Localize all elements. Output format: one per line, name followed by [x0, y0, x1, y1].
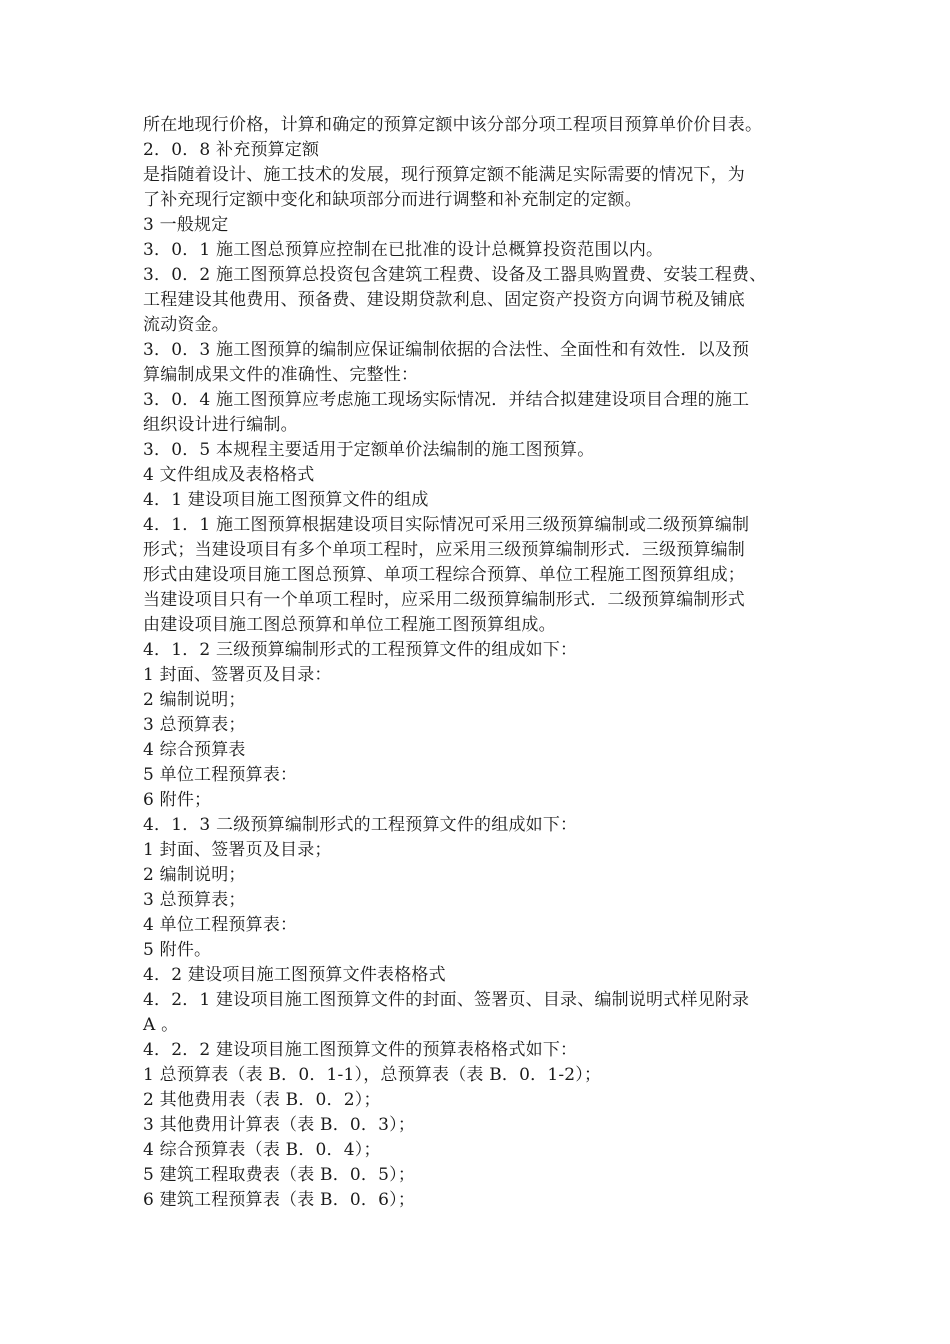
- text-line: 流动资金。: [143, 315, 229, 335]
- text-line: 3 一般规定: [143, 215, 229, 235]
- text-line: 2．0．8 补充预算定额: [143, 140, 320, 160]
- text-line: 当建设项目只有一个单项工程时，应采用二级预算编制形式．二级预算编制形式: [143, 590, 745, 610]
- text-line: 形式；当建设项目有多个单项工程时，应采用三级预算编制形式．三级预算编制: [143, 540, 745, 560]
- text-line: 3 其他费用计算表（表 B．0．3）；: [143, 1115, 416, 1135]
- text-line: 了补充现行定额中变化和缺项部分而进行调整和补充制定的定额。: [143, 190, 642, 210]
- text-line: 2 编制说明；: [143, 865, 246, 885]
- text-line: 6 建筑工程预算表（表 B．0．6）；: [143, 1190, 416, 1210]
- text-line: 4 综合预算表: [143, 740, 246, 760]
- text-line: 所在地现行价格，计算和确定的预算定额中该分部分项工程项目预算单价价目表。: [143, 115, 763, 135]
- text-line: 4．1．3 二级预算编制形式的工程预算文件的组成如下：: [143, 815, 578, 835]
- text-line: 4．2．2 建设项目施工图预算文件的预算表格格式如下：: [143, 1040, 578, 1060]
- text-line: 算编制成果文件的准确性、完整性：: [143, 365, 419, 385]
- text-line: 3 总预算表；: [143, 715, 246, 735]
- text-line: 3．0．5 本规程主要适用于定额单价法编制的施工图预算。: [143, 440, 595, 460]
- text-line: 4 综合预算表（表 B．0．4）；: [143, 1140, 381, 1160]
- text-line: 组织设计进行编制。: [143, 415, 298, 435]
- text-line: 3 总预算表；: [143, 890, 246, 910]
- text-line: 4．1．1 施工图预算根据建设项目实际情况可采用三级预算编制或二级预算编制: [143, 515, 750, 535]
- text-line: 工程建设其他费用、预备费、建设期贷款利息、固定资产投资方向调节税及铺底: [143, 290, 745, 310]
- text-line: 4．1 建设项目施工图预算文件的组成: [143, 490, 429, 510]
- text-line: 是指随着设计、施工技术的发展，现行预算定额不能满足实际需要的情况下，为: [143, 165, 745, 185]
- text-line: 由建设项目施工图总预算和单位工程施工图预算组成。: [143, 615, 556, 635]
- text-line: 5 附件。: [143, 940, 212, 960]
- text-line: 4 文件组成及表格格式: [143, 465, 315, 485]
- text-line: 4 单位工程预算表：: [143, 915, 298, 935]
- text-line: 2 其他费用表（表 B．0．2）；: [143, 1090, 381, 1110]
- text-line: 3．0．4 施工图预算应考虑施工现场实际情况．并结合拟建建设项目合理的施工: [143, 390, 750, 410]
- text-line: A 。: [143, 1015, 179, 1035]
- text-line: 1 封面、签署页及目录：: [143, 665, 332, 685]
- text-line: 1 总预算表（表 B．0．1-1），总预算表（表 B．0．1-2）；: [143, 1065, 602, 1085]
- text-line: 4．2 建设项目施工图预算文件表格格式: [143, 965, 446, 985]
- text-line: 2 编制说明；: [143, 690, 246, 710]
- text-line: 5 单位工程预算表：: [143, 765, 298, 785]
- text-line: 5 建筑工程取费表（表 B．0．5）；: [143, 1165, 416, 1185]
- text-line: 3．0．2 施工图预算总投资包含建筑工程费、设备及工器具购置费、安装工程费、: [143, 265, 767, 285]
- text-line: 3．0．1 施工图总预算应控制在已批准的设计总概算投资范围以内。: [143, 240, 664, 260]
- text-line: 形式由建设项目施工图总预算、单项工程综合预算、单位工程施工图预算组成；: [143, 565, 745, 585]
- text-line: 4．2．1 建设项目施工图预算文件的封面、签署页、目录、编制说明式样见附录: [143, 990, 750, 1010]
- text-line: 6 附件；: [143, 790, 212, 810]
- text-line: 3．0．3 施工图预算的编制应保证编制依据的合法性、全面性和有效性．以及预: [143, 340, 750, 360]
- text-line: 1 封面、签署页及目录；: [143, 840, 332, 860]
- text-line: 4．1．2 三级预算编制形式的工程预算文件的组成如下：: [143, 640, 578, 660]
- document-body: [143, 113, 833, 1213]
